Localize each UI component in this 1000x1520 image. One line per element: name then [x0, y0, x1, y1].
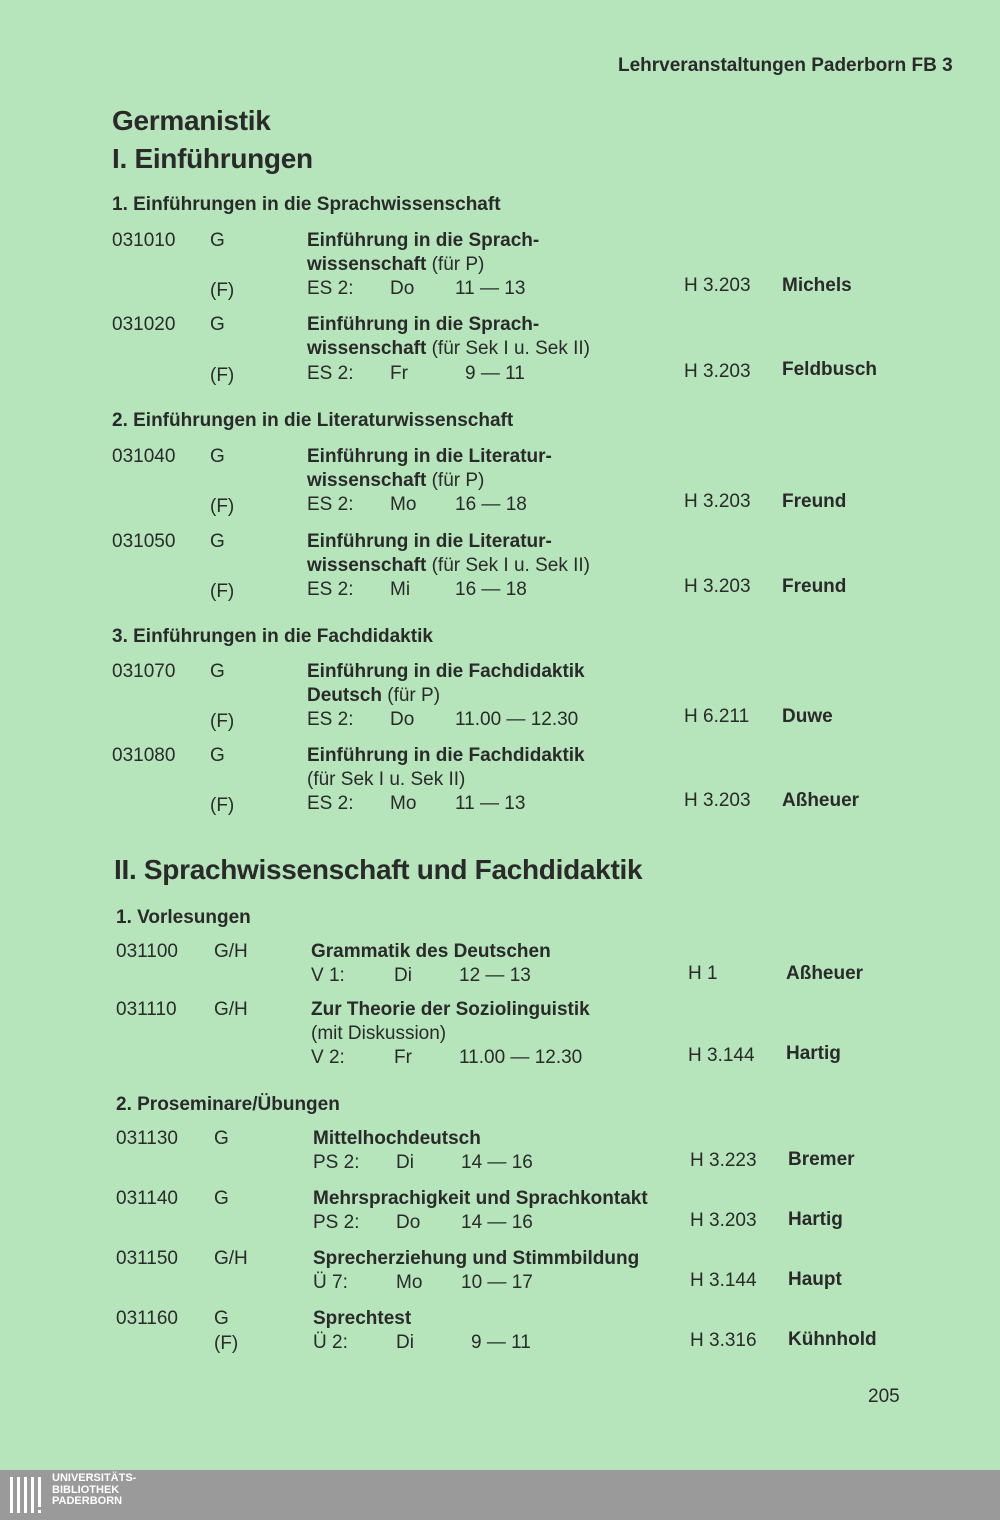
- course-room: H 3.223: [690, 1150, 757, 1171]
- course-day: Do: [390, 709, 415, 730]
- course-title: Einführung in die Sprach-: [307, 230, 540, 251]
- course-f-mark: (F): [210, 711, 235, 732]
- course-room: H 3.203: [684, 576, 751, 597]
- course-room: H 3.144: [688, 1045, 755, 1066]
- course-schedule-type: ES 2:: [307, 579, 354, 600]
- course-lecturer: Freund: [782, 576, 847, 597]
- course-type: G/H: [214, 1248, 248, 1269]
- course-title-line2: wissenschaft (für P): [307, 254, 485, 275]
- course-number: 031150: [116, 1248, 178, 1269]
- course-type: G: [214, 1188, 229, 1209]
- course-title: Grammatik des Deutschen: [311, 941, 551, 962]
- course-time: 12 — 13: [459, 965, 531, 986]
- course-type: G: [210, 230, 225, 251]
- course-room: H 6.211: [684, 706, 750, 727]
- course-day: Di: [394, 965, 412, 986]
- course-room: H 3.203: [690, 1210, 757, 1231]
- course-title: Sprechtest: [313, 1308, 412, 1329]
- course-lecturer: Aßheuer: [786, 963, 864, 984]
- course-lecturer: Hartig: [788, 1209, 843, 1230]
- course-lecturer: Duwe: [782, 706, 833, 727]
- course-f-mark: (F): [210, 280, 235, 301]
- course-day: Di: [396, 1332, 414, 1353]
- course-schedule-type: V 2:: [311, 1047, 345, 1068]
- group-1-3-title: 3. Einführungen in die Fachdidaktik: [112, 626, 433, 647]
- course-title-line2: (mit Diskussion): [311, 1023, 447, 1044]
- course-schedule-type: PS 2:: [313, 1212, 360, 1233]
- course-time: 9 — 11: [465, 363, 525, 384]
- course-type: G: [210, 745, 225, 766]
- course-number: 031160: [116, 1308, 178, 1329]
- course-title: Einführung in die Literatur-: [307, 531, 552, 552]
- course-type: G: [210, 531, 225, 552]
- course-type: G: [210, 314, 225, 335]
- course-room: H 3.316: [690, 1330, 757, 1351]
- course-day: Mo: [390, 793, 417, 814]
- course-title: Einführung in die Fachdidaktik: [307, 661, 585, 682]
- course-number: 031020: [112, 314, 176, 335]
- course-schedule-type: PS 2:: [313, 1152, 360, 1173]
- heading-germanistik: Germanistik: [112, 105, 271, 136]
- course-schedule-type: ES 2:: [307, 709, 354, 730]
- course-number: 031110: [116, 999, 177, 1020]
- course-lecturer: Feldbusch: [782, 359, 878, 380]
- course-lecturer: Freund: [782, 491, 847, 512]
- library-logo-text: UNIVERSITÄTS- BIBLIOTHEK PADERBORN: [52, 1472, 137, 1507]
- course-type: G: [210, 446, 225, 467]
- course-time: 10 — 17: [461, 1272, 533, 1293]
- course-f-mark: (F): [210, 795, 235, 816]
- course-schedule-type: V 1:: [311, 965, 345, 986]
- course-lecturer: Kühnhold: [788, 1329, 877, 1350]
- section-1-title: I. Einführungen: [112, 143, 313, 174]
- group-1-1-title: 1. Einführungen in die Sprachwissenschaft: [112, 194, 501, 215]
- course-number: 031100: [116, 941, 178, 962]
- course-schedule-type: ES 2:: [307, 278, 354, 299]
- course-number: 031010: [112, 230, 176, 251]
- course-room: H 3.144: [690, 1270, 757, 1291]
- group-2-2-title: 2. Proseminare/Übungen: [116, 1094, 340, 1115]
- course-schedule-type: Ü 2:: [313, 1332, 348, 1353]
- course-f-mark: (F): [214, 1333, 239, 1354]
- course-f-mark: (F): [210, 365, 235, 386]
- course-day: Mo: [390, 494, 417, 515]
- course-day: Do: [390, 278, 415, 299]
- course-lecturer: Aßheuer: [782, 790, 860, 811]
- course-time: 14 — 16: [461, 1152, 533, 1173]
- course-lecturer: Haupt: [788, 1269, 842, 1290]
- course-title: Sprecherziehung und Stimmbildung: [313, 1248, 640, 1269]
- course-title: Einführung in die Fachdidaktik: [307, 745, 585, 766]
- course-type: G/H: [214, 999, 248, 1020]
- course-time: 11.00 — 12.30: [455, 709, 579, 730]
- course-number: 031080: [112, 745, 176, 766]
- course-type: G: [214, 1128, 229, 1149]
- course-f-mark: (F): [210, 496, 235, 517]
- course-type: G/H: [214, 941, 248, 962]
- course-room: H 1: [688, 963, 718, 984]
- group-1-2-title: 2. Einführungen in die Literaturwissenschaft: [112, 410, 514, 431]
- course-number: 031130: [116, 1128, 178, 1149]
- course-room: H 3.203: [684, 790, 751, 811]
- course-title-line2: Deutsch (für P): [307, 685, 441, 706]
- course-schedule-type: Ü 7:: [313, 1272, 348, 1293]
- course-time: 14 — 16: [461, 1212, 533, 1233]
- section-2-title: II. Sprachwissenschaft und Fachdidaktik: [114, 854, 643, 885]
- group-2-1-title: 1. Vorlesungen: [116, 907, 251, 928]
- course-number: 031050: [112, 531, 176, 552]
- course-title-line2: wissenschaft (für Sek I u. Sek II): [307, 555, 590, 576]
- course-lecturer: Bremer: [788, 1149, 855, 1170]
- course-day: Mo: [396, 1272, 423, 1293]
- course-schedule-type: ES 2:: [307, 363, 354, 384]
- course-number: 031070: [112, 661, 176, 682]
- course-lecturer: Michels: [782, 275, 852, 296]
- course-number: 031140: [116, 1188, 178, 1209]
- course-type: G: [210, 661, 225, 682]
- course-room: H 3.203: [684, 491, 751, 512]
- course-schedule-type: ES 2:: [307, 793, 354, 814]
- course-day: Di: [396, 1152, 414, 1173]
- course-title: Mehrsprachigkeit und Sprachkontakt: [313, 1188, 648, 1209]
- course-title-line2: wissenschaft (für Sek I u. Sek II): [307, 338, 590, 359]
- course-day: Fr: [394, 1047, 412, 1068]
- course-time: 16 — 18: [455, 494, 527, 515]
- course-type: G: [214, 1308, 229, 1329]
- course-title: Zur Theorie der Soziolinguistik: [311, 999, 590, 1020]
- running-header: Lehrveranstaltungen Paderborn FB 3: [618, 55, 953, 76]
- course-number: 031040: [112, 446, 176, 467]
- course-title-line2: (für Sek I u. Sek II): [307, 769, 466, 790]
- course-day: Do: [396, 1212, 421, 1233]
- course-room: H 3.203: [684, 361, 751, 382]
- course-title-line2: wissenschaft (für P): [307, 470, 485, 491]
- course-f-mark: (F): [210, 581, 235, 602]
- footer-bar: [0, 1470, 1000, 1520]
- course-title: Einführung in die Literatur-: [307, 446, 552, 467]
- course-time: 9 — 11: [471, 1332, 531, 1353]
- course-time: 11 — 13: [455, 793, 526, 814]
- course-title: Mittelhochdeutsch: [313, 1128, 481, 1149]
- library-logo-icon: [8, 1473, 48, 1517]
- course-title: Einführung in die Sprach-: [307, 314, 540, 335]
- course-time: 11.00 — 12.30: [459, 1047, 583, 1068]
- course-time: 16 — 18: [455, 579, 527, 600]
- course-day: Fr: [390, 363, 408, 384]
- course-day: Mi: [390, 579, 411, 600]
- course-lecturer: Hartig: [786, 1043, 841, 1064]
- course-schedule-type: ES 2:: [307, 494, 354, 515]
- course-time: 11 — 13: [455, 278, 526, 299]
- course-room: H 3.203: [684, 275, 751, 296]
- page-number: 205: [868, 1386, 900, 1407]
